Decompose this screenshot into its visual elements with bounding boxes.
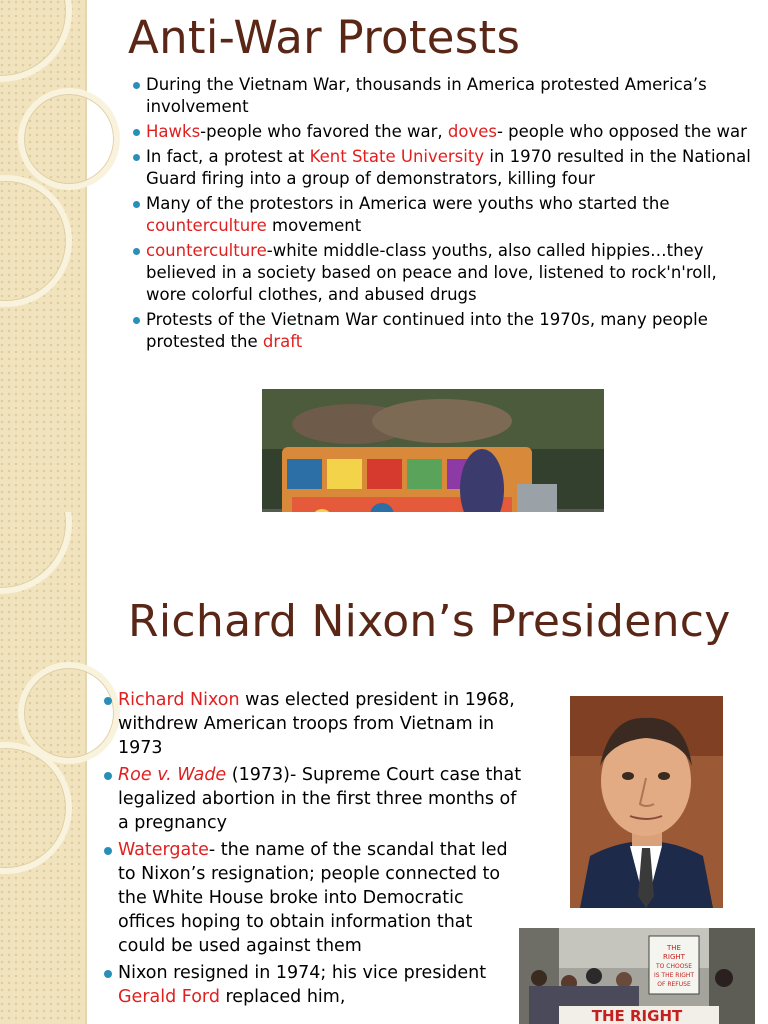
bullet-text: In fact, a protest at (146, 147, 310, 166)
banner-text: THE RIGHT (591, 1007, 683, 1024)
svg-text:IS THE RIGHT: IS THE RIGHT (653, 972, 695, 979)
bullet-list (104, 688, 524, 1012)
svg-text:OF REFUSE: OF REFUSE (657, 981, 691, 988)
strip-edge (85, 512, 87, 1024)
bullet-item (132, 74, 752, 118)
decorative-ring (18, 88, 120, 190)
highlighted-term: counterculture (146, 241, 267, 260)
bullet-item (132, 146, 752, 190)
hippie-bus-photo (262, 389, 604, 512)
bullet-text: -white middle-class youths, also called hippies…they believed in a society based on peace and love, listened to rock'n'roll, wore colorful clothes, and abused drugs (146, 241, 717, 304)
bullet-text: replaced him, (219, 987, 346, 1007)
bullet-item (104, 838, 524, 958)
slide-title: Anti-War Protests (128, 11, 521, 64)
bullet-item (132, 193, 752, 237)
nixon-portrait-photo (570, 696, 723, 908)
bullet-item (104, 763, 524, 835)
bullet-text: During the Vietnam War, thousands in America protested America’s involvement (146, 75, 707, 116)
strip-edge (85, 0, 87, 512)
highlighted-term: doves (447, 122, 497, 141)
bullet-text: Protests of the Vietnam War continued into the 1970s, many people protested the (146, 310, 708, 351)
bullet-item (132, 121, 752, 143)
bullet-text: in 1970 resulted in the National Guard firing into a group of demonstrators, killing four (146, 147, 751, 188)
bullet-text: -people who favored the war, (200, 122, 448, 141)
highlighted-term: counterculture (146, 216, 267, 235)
highlighted-term: Roe v. Wade (118, 765, 227, 785)
highlighted-term: draft (262, 332, 303, 351)
bullet-text: was elected president in 1968, withdrew American troops from Vietnam in 1973 (118, 690, 515, 758)
svg-text:THE: THE (667, 944, 681, 952)
svg-text:TO CHOOSE: TO CHOOSE (655, 963, 693, 970)
protest-crowd-photo (519, 928, 755, 1024)
bullet-text: - the name of the scandal that led to Nixon’s resignation; people connected to the White House broke into Democratic offices hoping to obtain information that could be used against them (118, 840, 508, 956)
highlighted-term: Gerald Ford (118, 987, 220, 1007)
highlighted-term: Watergate (118, 840, 209, 860)
highlighted-term: Richard Nixon (118, 690, 240, 710)
slide-nixon-presidency (0, 512, 768, 1024)
bullet-list (132, 74, 752, 356)
bullet-item (132, 240, 752, 306)
bullet-text: (1973)- Supreme Court case that legalized abortion in the first three months of a pregnancy (118, 765, 522, 833)
bullet-text: movement (266, 216, 362, 235)
bullet-text: Nixon resigned in 1974; his vice president (118, 963, 487, 983)
slide-title: Richard Nixon’s Presidency (128, 596, 731, 647)
bullet-text: - people who opposed the war (496, 122, 747, 141)
highlighted-term: Kent State University (309, 147, 485, 166)
bullet-item (104, 961, 524, 1009)
bullet-text: Many of the protestors in America were youths who started the (146, 194, 670, 213)
svg-text:RIGHT: RIGHT (663, 953, 685, 961)
highlighted-term: Hawks (146, 122, 201, 141)
bullet-item (104, 688, 524, 760)
bullet-item (132, 309, 752, 353)
